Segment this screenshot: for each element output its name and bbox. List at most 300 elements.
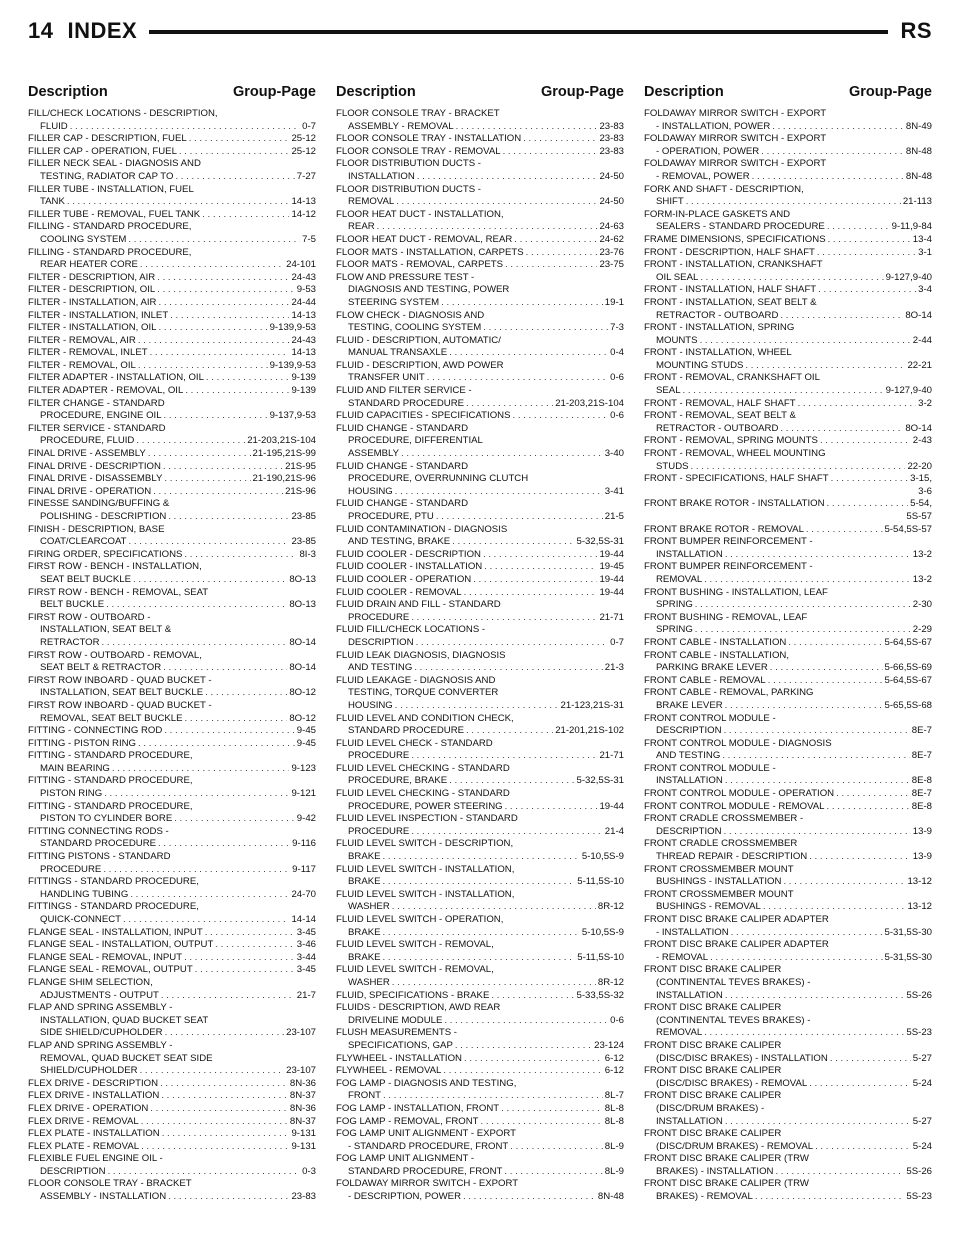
index-entry xyxy=(644,687,932,712)
entry-text: FLUID LEVEL SWITCH - INSTALLATION, xyxy=(336,863,515,875)
entry-page: 8O-13 xyxy=(289,599,316,611)
entry-line xyxy=(644,133,932,146)
dot-leader xyxy=(103,864,290,877)
entry-page: 9-117 xyxy=(292,863,316,875)
entry-text: FLOOR CONSOLE TRAY - REMOVAL xyxy=(336,145,501,157)
entry-line xyxy=(28,662,316,675)
dot-leader xyxy=(215,939,294,952)
entry-text: PROCEDURE, POWER STEERING xyxy=(348,800,503,812)
entry-list xyxy=(336,108,624,1204)
dot-leader xyxy=(383,1090,603,1103)
entry-text: FOLDAWAY MIRROR SWITCH - EXPORT xyxy=(644,158,827,170)
entry-text: - INSTALLATION xyxy=(656,926,729,938)
index-entry xyxy=(644,372,932,397)
entry-line xyxy=(336,297,624,310)
dot-leader xyxy=(463,1191,596,1204)
entry-line xyxy=(28,750,316,763)
entry-text: FRONT DISC BRAKE CALIPER (TRW xyxy=(644,1153,809,1165)
entry-text: FILLER TUBE - REMOVAL, FUEL TANK xyxy=(28,208,201,220)
entry-page: 5-33,5S-32 xyxy=(576,989,624,1001)
entry-text: AND TESTING, BRAKE xyxy=(348,536,451,548)
dot-leader xyxy=(161,1090,288,1103)
entry-text: BUSHINGS - INSTALLATION xyxy=(656,876,782,888)
entry-text: FLUID LEVEL SWITCH - DESCRIPTION, xyxy=(336,838,514,850)
entry-page: 21-71 xyxy=(599,750,624,762)
entry-text: INSTALLATION, SEAT BELT BUCKLE xyxy=(40,687,204,699)
entry-page: 23-85 xyxy=(291,536,316,548)
entry-text: FLUID CHANGE - STANDARD xyxy=(336,498,469,510)
dot-leader xyxy=(141,1116,288,1129)
entry-text: FLUID DRAIN AND FILL - STANDARD xyxy=(336,599,501,611)
entry-page: 23-75 xyxy=(599,259,624,271)
entry-line xyxy=(336,435,624,448)
entry-page: 21S-95 xyxy=(285,460,316,472)
index-entry xyxy=(28,1040,316,1078)
entry-line xyxy=(28,322,316,335)
dot-leader xyxy=(523,133,597,146)
dot-leader xyxy=(831,473,909,486)
entry-text: FLANGE SEAL - INSTALLATION, OUTPUT xyxy=(28,939,214,951)
entry-text: FRONT - REMOVAL, WHEEL MOUNTING xyxy=(644,448,826,460)
index-entry xyxy=(644,838,932,863)
entry-line xyxy=(644,700,932,713)
entry-line xyxy=(28,1015,316,1028)
entry-line xyxy=(644,650,932,663)
entry-page: 8I-3 xyxy=(299,548,316,560)
entry-line xyxy=(644,1002,932,1015)
entry-text: STUDS xyxy=(656,460,689,472)
entry-text: FITTINGS - STANDARD PROCEDURE, xyxy=(28,876,199,888)
column-heading xyxy=(644,84,932,100)
dot-leader xyxy=(414,662,602,675)
entry-line xyxy=(644,599,932,612)
dot-leader xyxy=(184,549,297,562)
entry-line xyxy=(644,234,932,247)
entry-line xyxy=(28,1166,316,1179)
entry-line xyxy=(644,851,932,864)
entry-page: 23-83 xyxy=(599,145,624,157)
entry-line xyxy=(644,184,932,197)
entry-line xyxy=(644,121,932,134)
dot-leader xyxy=(775,1166,904,1179)
entry-line xyxy=(28,650,316,663)
entry-line xyxy=(336,687,624,700)
entry-page: 14-13 xyxy=(291,347,316,359)
entry-text: FLUID CONTAMINATION - DIAGNOSIS xyxy=(336,523,508,535)
entry-text: FLOOR CONSOLE TRAY - INSTALLATION xyxy=(336,133,522,145)
entry-text: FLUID LEAKAGE - DIAGNOSIS AND xyxy=(336,674,496,686)
entry-line xyxy=(336,1116,624,1129)
entry-page: 9-131 xyxy=(291,1128,316,1140)
entry-list xyxy=(644,108,932,1204)
entry-text: BRAKE LEVER xyxy=(656,699,723,711)
entry-line xyxy=(28,851,316,864)
entry-page: 14-14 xyxy=(291,914,316,925)
index-entry xyxy=(28,612,316,650)
entry-line xyxy=(336,247,624,260)
entry-line xyxy=(336,650,624,663)
entry-line xyxy=(336,347,624,360)
entry-page: 8O-14 xyxy=(289,662,316,674)
entry-page: 24-63 xyxy=(599,221,624,233)
index-entry xyxy=(644,1040,932,1065)
entry-page: 21-203,21S-104 xyxy=(555,397,624,409)
entry-text: FRONT DISC BRAKE CALIPER xyxy=(644,964,782,976)
entry-line xyxy=(336,423,624,436)
dot-leader xyxy=(427,372,608,385)
entry-text: FRONT CABLE - REMOVAL, PARKING xyxy=(644,687,814,699)
entry-text: FIRST ROW - BENCH - REMOVAL, SEAT xyxy=(28,586,209,598)
entry-text: REMOVAL xyxy=(656,1027,703,1039)
dot-leader xyxy=(160,1078,288,1091)
dot-leader xyxy=(383,876,576,889)
entry-line xyxy=(28,196,316,209)
entry-text: INSTALLATION xyxy=(656,548,723,560)
entry-text: REAR xyxy=(348,221,375,233)
index-entry xyxy=(336,738,624,763)
entry-text: FITTING - STANDARD PROCEDURE, xyxy=(28,800,193,812)
entry-line xyxy=(336,284,624,297)
entry-text: FRONT - SPECIFICATIONS, HALF SHAFT xyxy=(644,473,829,485)
entry-text: DESCRIPTION xyxy=(40,1165,106,1177)
index-entry xyxy=(644,788,932,801)
entry-line xyxy=(336,763,624,776)
dot-leader xyxy=(452,536,574,549)
dot-leader xyxy=(163,662,287,675)
entry-line xyxy=(644,108,932,121)
dot-leader xyxy=(106,599,287,612)
entry-text: FILTER - REMOVAL, OIL xyxy=(28,359,136,371)
entry-text: FLUID CHANGE - STANDARD xyxy=(336,460,469,472)
entry-list xyxy=(28,108,316,1204)
entry-line xyxy=(28,788,316,801)
entry-page: 21-4 xyxy=(604,825,624,837)
dot-leader xyxy=(411,750,597,763)
entry-page: 8E-7 xyxy=(911,750,932,762)
index-entry xyxy=(28,398,316,423)
entry-text: FRONT CROSSMEMBER MOUNT xyxy=(644,863,794,875)
entry-line xyxy=(336,826,624,839)
entry-line xyxy=(28,372,316,385)
entry-page: 2-43 xyxy=(912,435,932,447)
entry-page: 5-66,5S-69 xyxy=(884,662,932,674)
index-entry xyxy=(28,158,316,183)
entry-line xyxy=(28,561,316,574)
dot-leader xyxy=(473,574,597,587)
entry-text: FINISH - DESCRIPTION, BASE xyxy=(28,523,165,535)
description-heading: Description xyxy=(28,84,108,100)
entry-line xyxy=(336,335,624,348)
index-entry xyxy=(28,335,316,348)
entry-text: FITTING CONNECTING RODS - xyxy=(28,825,169,837)
entry-text: FITTINGS - STANDARD PROCEDURE, xyxy=(28,901,199,913)
dot-leader xyxy=(395,486,603,499)
entry-page: 5-32,5S-31 xyxy=(576,536,624,548)
index-entry xyxy=(28,876,316,901)
dot-leader xyxy=(815,1141,911,1154)
index-entry xyxy=(336,410,624,423)
entry-page: 3-4 xyxy=(918,284,932,296)
entry-line xyxy=(28,700,316,713)
index-entry xyxy=(28,927,316,940)
dot-leader xyxy=(129,536,290,549)
entry-line xyxy=(644,624,932,637)
entry-page: 3-45 xyxy=(296,964,316,976)
entry-text: FOLDAWAY MIRROR SWITCH - EXPORT xyxy=(644,133,827,145)
entry-text: FILTER CHANGE - STANDARD xyxy=(28,397,165,409)
index-entry xyxy=(28,1178,316,1203)
entry-text: FILTER - REMOVAL, AIR xyxy=(28,334,136,346)
index-entry xyxy=(28,184,316,209)
index-entry xyxy=(28,1128,316,1141)
entry-page: 8E-8 xyxy=(911,800,932,812)
entry-text: (CONTINENTAL TEVES BRAKES) - xyxy=(656,1014,811,1026)
entry-page: 0-6 xyxy=(610,372,624,384)
dot-leader xyxy=(695,599,911,612)
entry-line xyxy=(336,574,624,587)
entry-text: ADJUSTMENTS - OUTPUT xyxy=(40,989,159,1001)
entry-line xyxy=(644,549,932,562)
dot-leader xyxy=(725,1116,911,1129)
entry-line xyxy=(28,108,316,121)
index-entry xyxy=(28,360,316,373)
entry-text: REMOVAL, SEAT BELT BUCKLE xyxy=(40,712,183,724)
entry-line xyxy=(644,435,932,448)
entry-text: FORK AND SHAFT - DESCRIPTION, xyxy=(644,183,804,195)
entry-line xyxy=(644,1191,932,1204)
entry-text: FRONT BUMPER REINFORCEMENT - xyxy=(644,536,813,548)
dot-leader xyxy=(464,1053,603,1066)
entry-text: FOG LAMP - REMOVAL, FRONT xyxy=(336,1115,479,1127)
entry-line xyxy=(28,801,316,814)
entry-text: FLUID CHANGE - STANDARD xyxy=(336,422,469,434)
entry-text: FLUID LEVEL CHECKING - STANDARD xyxy=(336,788,510,800)
dot-leader xyxy=(830,1053,911,1066)
index-entry xyxy=(28,108,316,133)
entry-text: FRONT DISC BRAKE CALIPER (TRW xyxy=(644,1178,809,1190)
entry-text: FLOOR DISTRIBUTION DUCTS - xyxy=(336,158,481,170)
entry-line xyxy=(28,725,316,738)
dot-leader xyxy=(820,435,911,448)
index-entry xyxy=(28,322,316,335)
entry-page: 8N-37 xyxy=(289,1090,316,1102)
index-entry xyxy=(336,524,624,549)
entry-text: FLYWHEEL - INSTALLATION xyxy=(336,1052,462,1064)
entry-text: FILTER - DESCRIPTION, OIL xyxy=(28,284,156,296)
index-entry xyxy=(336,133,624,146)
dot-leader xyxy=(401,448,603,461)
entry-page: 19-44 xyxy=(599,586,624,598)
entry-line xyxy=(644,775,932,788)
dot-leader xyxy=(725,775,910,788)
entry-text: FILLING - STANDARD PROCEDURE, xyxy=(28,246,192,258)
entry-text: FLOOR DISTRIBUTION DUCTS - xyxy=(336,183,481,195)
entry-text: FRONT CABLE - INSTALLATION xyxy=(644,636,787,648)
entry-text: FILTER - INSTALLATION, INLET xyxy=(28,309,169,321)
dot-leader xyxy=(481,1116,603,1129)
index-entry xyxy=(28,498,316,523)
entry-line xyxy=(644,1090,932,1103)
index-entry xyxy=(336,310,624,335)
entry-line xyxy=(336,738,624,751)
entry-line xyxy=(28,486,316,499)
index-entry xyxy=(28,423,316,448)
index-entry xyxy=(28,675,316,700)
entry-page: 7-5 xyxy=(302,233,316,245)
entry-line xyxy=(644,385,932,398)
dot-leader xyxy=(417,171,598,184)
index-entry xyxy=(28,297,316,310)
dot-leader xyxy=(444,1015,608,1028)
entry-text: FLUID LEVEL AND CONDITION CHECK, xyxy=(336,712,514,724)
entry-line xyxy=(28,1103,316,1116)
entry-line xyxy=(644,473,932,486)
index-entry xyxy=(336,498,624,523)
entry-text: ASSEMBLY xyxy=(348,448,400,460)
entry-text: (DISC/DISC BRAKES) - INSTALLATION xyxy=(656,1052,828,1064)
entry-text: FLUID LEVEL SWITCH - INSTALLATION, xyxy=(336,888,515,900)
index-entry xyxy=(644,964,932,1002)
entry-line xyxy=(644,713,932,726)
entry-line xyxy=(644,524,932,537)
dot-leader xyxy=(466,398,553,411)
dot-leader xyxy=(138,360,268,373)
entry-line xyxy=(336,1128,624,1141)
dot-leader xyxy=(164,725,294,738)
entry-text: BRAKE xyxy=(348,876,381,888)
dot-leader xyxy=(377,221,598,234)
entry-text: FILL/CHECK LOCATIONS - DESCRIPTION, xyxy=(28,108,218,119)
entry-text: FITTING - STANDARD PROCEDURE, xyxy=(28,750,193,762)
entry-text: FIRST ROW - OUTBOARD - xyxy=(28,611,151,623)
entry-text: FLAP AND SPRING ASSEMBLY - xyxy=(28,1002,173,1014)
dot-leader xyxy=(503,146,598,159)
entry-text: COAT/CLEARCOAT xyxy=(40,536,127,548)
index-columns xyxy=(28,84,932,1204)
index-entry xyxy=(644,284,932,297)
entry-text: FINESSE SANDING/BUFFING & xyxy=(28,498,170,510)
dot-leader xyxy=(138,335,290,348)
entry-line xyxy=(336,964,624,977)
index-entry xyxy=(336,587,624,600)
entry-line xyxy=(28,599,316,612)
index-entry xyxy=(336,1053,624,1066)
entry-text: DIAGNOSIS AND TESTING, POWER xyxy=(348,284,510,296)
entry-line xyxy=(644,284,932,297)
dot-leader xyxy=(158,838,290,851)
entry-text: DESCRIPTION xyxy=(656,725,722,737)
entry-page: 19-44 xyxy=(599,548,624,560)
dot-leader xyxy=(128,234,300,247)
entry-line xyxy=(336,927,624,940)
dot-leader xyxy=(140,259,284,272)
entry-page: 19-1 xyxy=(604,296,624,308)
entry-line xyxy=(28,675,316,688)
entry-line xyxy=(644,990,932,1003)
dot-leader xyxy=(780,423,903,436)
index-entry xyxy=(28,461,316,474)
entry-text: (CONTINENTAL TEVES BRAKES) - xyxy=(656,976,811,988)
entry-text: FILTER - DESCRIPTION, AIR xyxy=(28,271,156,283)
entry-text: RETRACTOR - OUTBOARD xyxy=(656,309,779,321)
entry-line xyxy=(644,687,932,700)
entry-text: SPRING xyxy=(656,624,693,636)
entry-text: FLEX PLATE - REMOVAL xyxy=(28,1140,140,1152)
entry-text: RETRACTOR xyxy=(40,636,100,648)
entry-text: MOUNTING STUDS xyxy=(656,359,744,371)
dot-leader xyxy=(436,511,603,524)
entry-line xyxy=(336,121,624,134)
dot-leader xyxy=(464,587,598,600)
index-entry xyxy=(336,1002,624,1027)
entry-page: 23-124 xyxy=(594,1039,624,1051)
entry-page: 21-5 xyxy=(604,511,624,522)
dot-leader xyxy=(195,964,295,977)
entry-line xyxy=(28,838,316,851)
entry-line xyxy=(336,864,624,877)
entry-text: SEAL xyxy=(656,385,681,397)
index-entry xyxy=(644,650,932,675)
entry-text: RETRACTOR - OUTBOARD xyxy=(656,422,779,434)
entry-line xyxy=(644,297,932,310)
entry-page: 8N-36 xyxy=(289,1102,316,1114)
dot-leader xyxy=(491,990,574,1003)
dot-leader xyxy=(150,347,290,360)
dot-leader xyxy=(165,1027,285,1040)
entry-text: - STANDARD PROCEDURE, FRONT xyxy=(348,1140,509,1152)
entry-page: 8O-14 xyxy=(905,422,932,434)
dot-leader xyxy=(140,1065,285,1078)
entry-text: INSTALLATION, QUAD BUCKET SEAT xyxy=(40,1014,209,1026)
entry-line xyxy=(28,901,316,914)
index-entry xyxy=(336,763,624,788)
dot-leader xyxy=(755,1191,905,1204)
entry-text: FRONT DISC BRAKE CALIPER xyxy=(644,1128,782,1140)
entry-text: FRONT CRADLE CROSSMEMBER xyxy=(644,838,798,850)
entry-page: 8L-9 xyxy=(604,1140,624,1152)
entry-line xyxy=(336,599,624,612)
dot-leader xyxy=(170,310,289,323)
dot-leader xyxy=(67,196,290,209)
entry-line xyxy=(644,788,932,801)
entry-page: 21-203,21S-104 xyxy=(247,435,316,447)
index-entry xyxy=(28,939,316,952)
dot-leader xyxy=(164,473,250,486)
dot-leader xyxy=(731,927,883,940)
entry-text: PROCEDURE, DIFFERENTIAL xyxy=(348,435,483,447)
index-entry xyxy=(28,952,316,965)
entry-line xyxy=(644,1178,932,1191)
entry-line xyxy=(644,209,932,222)
entry-page: 8O-12 xyxy=(289,712,316,724)
index-entry xyxy=(336,385,624,410)
dot-leader xyxy=(184,952,295,965)
dot-leader xyxy=(168,1191,289,1204)
index-entry xyxy=(644,1065,932,1090)
entry-text: AND TESTING xyxy=(348,662,413,674)
dot-leader xyxy=(761,146,904,159)
index-entry xyxy=(28,650,316,675)
index-entry xyxy=(644,347,932,372)
entry-page: 9-45 xyxy=(296,725,316,737)
entry-page: 19-45 xyxy=(599,561,624,573)
entry-page: 5-31,5S-30 xyxy=(884,926,932,938)
entry-line xyxy=(28,461,316,474)
entry-text: AND TESTING xyxy=(656,750,721,762)
entry-page: 9-127,9-40 xyxy=(885,385,932,397)
entry-page: 14-13 xyxy=(291,196,316,208)
index-entry xyxy=(28,700,316,725)
